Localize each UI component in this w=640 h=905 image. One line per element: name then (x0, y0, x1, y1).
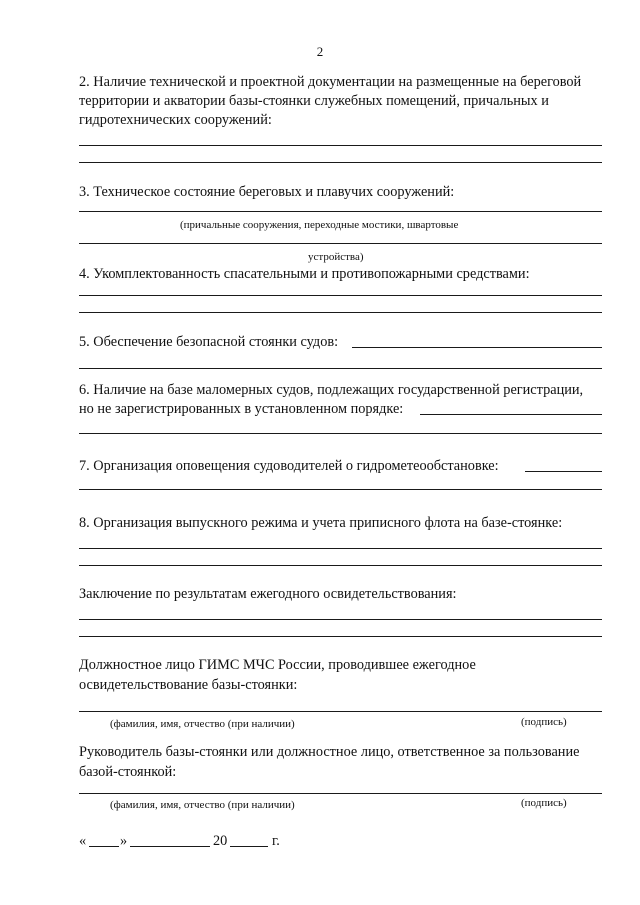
section-2-line-3: гидротехнических сооружений: (79, 112, 272, 128)
section-4-answer-line-1[interactable] (79, 295, 602, 296)
date-year-suffix: г. (272, 833, 280, 849)
section-7-answer-inline[interactable] (525, 471, 602, 472)
page-number: 2 (316, 44, 324, 59)
conclusion-answer-line-2[interactable] (79, 636, 602, 637)
section-2-answer-line-1[interactable] (79, 145, 602, 146)
section-3-caption-2: устройства) (308, 251, 364, 263)
official-name-caption: (фамилия, имя, отчество (при наличии) (110, 718, 295, 730)
section-3-heading: 3. Техническое состояние береговых и плавучих сооружений: (79, 184, 455, 200)
conclusion-heading: Заключение по результатам ежегодного освидетельствования: (79, 586, 457, 602)
manager-signature-line[interactable] (79, 793, 602, 794)
date-day-blank[interactable] (89, 846, 119, 847)
section-2-line-1: 2. Наличие технической и проектной документации на размещенные на береговой (79, 74, 582, 90)
section-8-answer-line-2[interactable] (79, 565, 602, 566)
section-6-line-2: но не зарегистрированных в установленном порядке: (79, 401, 404, 417)
official-line-2: освидетельствование базы-стоянки: (79, 677, 298, 693)
manager-line-2: базой-стоянкой: (79, 764, 177, 780)
section-7-answer-line[interactable] (79, 489, 602, 490)
section-6-answer-line[interactable] (79, 433, 602, 434)
manager-line-1: Руководитель базы-стоянки или должностное лицо, ответственное за пользование (79, 744, 580, 760)
official-signature-line[interactable] (79, 711, 602, 712)
date-month-blank[interactable] (130, 846, 210, 847)
section-8-heading: 8. Организация выпускного режима и учета приписного флота на базе-стоянке: (79, 515, 563, 531)
section-8-answer-line-1[interactable] (79, 548, 602, 549)
section-3-caption-1: (причальные сооружения, переходные мостики, швартовые (180, 219, 459, 231)
section-2-answer-line-2[interactable] (79, 162, 602, 163)
official-line-1: Должностное лицо ГИМС МЧС России, проводившее ежегодное (79, 657, 476, 673)
section-2-line-2: территории и акватории базы-стоянки служебных помещений, причальных и (79, 93, 549, 109)
date-close-quote: » (120, 833, 128, 849)
section-7-heading: 7. Организация оповещения судоводителей о гидрометеообстановке: (79, 458, 499, 474)
date-year-prefix: 20 (213, 833, 228, 849)
section-5-answer-line[interactable] (79, 368, 602, 369)
section-6-answer-inline[interactable] (420, 414, 602, 415)
section-4-answer-line-2[interactable] (79, 312, 602, 313)
section-3-answer-line-2[interactable] (79, 243, 602, 244)
manager-name-caption: (фамилия, имя, отчество (при наличии) (110, 799, 295, 811)
manager-sign-caption: (подпись) (521, 797, 567, 809)
section-6-line-1: 6. Наличие на базе маломерных судов, подлежащих государственной регистрации, (79, 382, 584, 398)
date-open-quote: « (79, 833, 87, 849)
conclusion-answer-line-1[interactable] (79, 619, 602, 620)
section-3-answer-line-1[interactable] (79, 211, 602, 212)
section-5-heading: 5. Обеспечение безопасной стоянки судов: (79, 334, 339, 350)
date-year-blank[interactable] (230, 846, 268, 847)
section-4-heading: 4. Укомплектованность спасательными и противопожарными средствами: (79, 266, 530, 282)
official-sign-caption: (подпись) (521, 716, 567, 728)
section-5-answer-inline[interactable] (352, 347, 602, 348)
